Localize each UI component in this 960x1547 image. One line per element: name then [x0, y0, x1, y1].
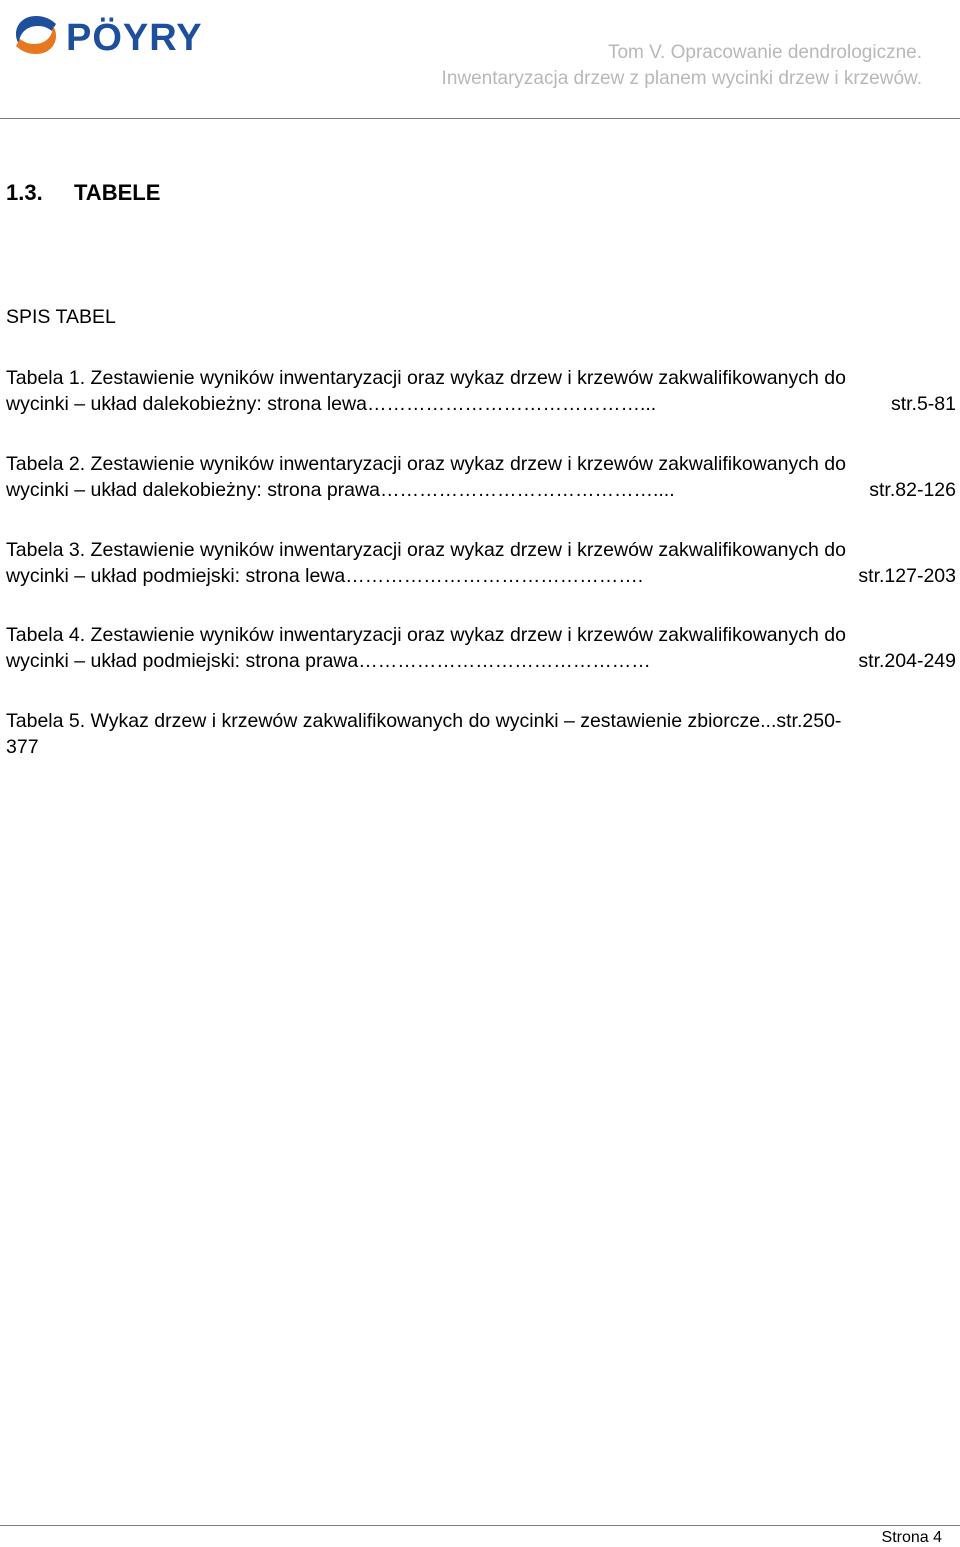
toc-leader-dots: ……………………………………... — [366, 393, 657, 415]
toc-page-ref: str.5-81 — [890, 393, 956, 415]
toc-entry-line-2 — [6, 648, 956, 674]
page-footer — [0, 1525, 960, 1546]
toc-page-ref: str.204-249 — [858, 650, 956, 672]
toc-entry-title: Tabela 5. Wykaz drzew i krzewów zakwalifikowanych do wycinki – zestawienie zbiorcze...str.250- — [6, 710, 842, 732]
toc-leader-dots: ………………………………………. — [345, 565, 644, 587]
toc-page-ref: str.127-203 — [858, 565, 956, 587]
toc-entry-table-3[interactable] — [6, 537, 956, 589]
toc-entry-line-2 — [6, 477, 956, 503]
svg-text:PÖYRY: PÖYRY — [66, 17, 203, 58]
toc-entry-continuation: wycinki – układ podmiejski: strona lewa — [6, 565, 346, 587]
toc-entry-continuation: wycinki – układ podmiejski: strona prawa — [6, 650, 359, 672]
toc-entry-table-1[interactable] — [6, 365, 956, 417]
toc-entry-table-2[interactable] — [6, 451, 956, 503]
toc-entry-table-4[interactable] — [6, 622, 956, 674]
section-number: 1.3. — [6, 180, 43, 205]
toc-leader-dots: ……………………………………… — [358, 650, 651, 672]
document-title-line-1: Tom V. Opracowanie dendrologiczne. — [607, 42, 922, 63]
document-title — [442, 40, 922, 92]
poyry-logo-icon — [14, 12, 246, 58]
page-number: Strona 4 — [881, 1529, 942, 1546]
toc-entry-line-2 — [6, 391, 956, 417]
toc-entry-line-2 — [6, 563, 956, 589]
page-header — [0, 0, 960, 119]
section-title: TABELE — [74, 180, 161, 205]
toc-entry-title: Tabela 2. Zestawienie wyników inwentaryzacji oraz wykaz drzew i krzewów zakwalifikowanych do — [6, 453, 846, 475]
toc-title: SPIS TABEL — [6, 306, 116, 328]
toc-page-ref: str.82-126 — [869, 479, 956, 501]
poyry-logo — [14, 12, 246, 58]
section-heading — [6, 180, 160, 206]
toc-entry-table-5[interactable] — [6, 708, 956, 760]
document-title-line-2: Inwentaryzacja drzew z planem wycinki drzew i krzewów. — [441, 68, 922, 89]
toc-entry-title: Tabela 1. Zestawienie wyników inwentaryzacji oraz wykaz drzew i krzewów zakwalifikowanych do — [6, 367, 846, 389]
toc-entry-title: Tabela 4. Zestawienie wyników inwentaryzacji oraz wykaz drzew i krzewów zakwalifikowanych do — [6, 624, 846, 646]
toc-leader-dots: …………………………………….... — [379, 479, 675, 501]
toc-entry-continuation: 377 — [6, 736, 39, 758]
toc-entry-continuation: wycinki – układ dalekobieżny: strona lewa — [6, 393, 367, 415]
toc-entry-title: Tabela 3. Zestawienie wyników inwentaryzacji oraz wykaz drzew i krzewów zakwalifikowanych do — [6, 539, 846, 561]
toc-entry-continuation: wycinki – układ dalekobieżny: strona prawa — [6, 479, 380, 501]
